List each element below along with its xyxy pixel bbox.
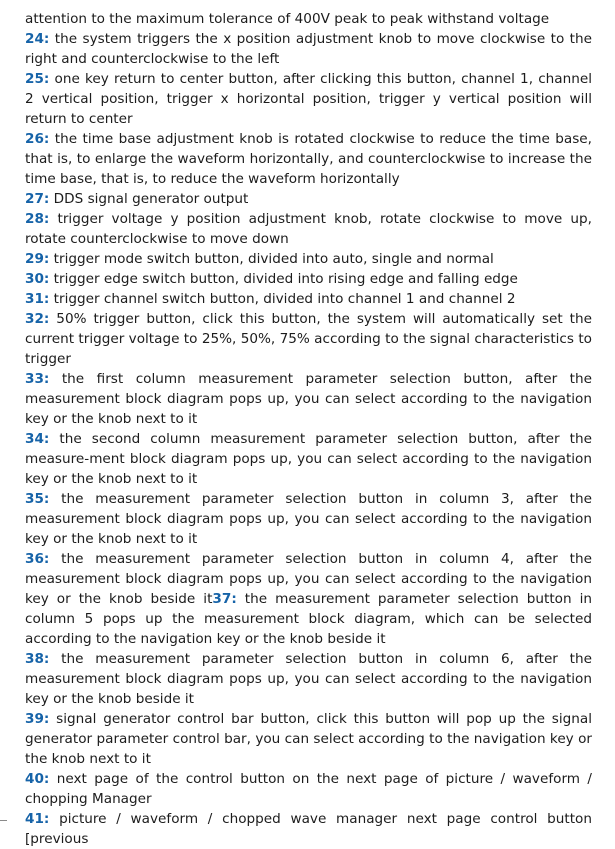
page-edge-mark bbox=[0, 820, 7, 821]
item-25 bbox=[25, 69, 592, 129]
item-text: the system triggers the x position adjustment knob to move clockwise to the right and counterclockwise to the left bbox=[25, 31, 592, 67]
item-text-37: the measurement parameter selection button in column 5 pops up the measurement block diagram, which can be selected according to the navigation key or the knob beside it bbox=[25, 591, 593, 647]
item-36 bbox=[25, 549, 592, 649]
item-number: 28: bbox=[25, 211, 50, 227]
item-number: 26: bbox=[25, 131, 50, 147]
item-29 bbox=[25, 249, 592, 269]
paragraph-text: attention to the maximum tolerance of 400V peak to peak withstand voltage bbox=[25, 11, 550, 27]
item-text: the first column measurement parameter selection button, after the measurement block diagram pops up, you can select according to the navigation key or the knob next to it bbox=[25, 371, 592, 427]
item-number: 29: bbox=[25, 251, 50, 267]
item-number: 34: bbox=[25, 431, 50, 447]
item-number: 24: bbox=[25, 31, 50, 47]
item-number: 31: bbox=[25, 291, 50, 307]
item-text: 50% trigger button, click this button, the system will automatically set the current trigger voltage to 25%, 50%, 75% according to the signal characteristics to trigger bbox=[25, 311, 592, 367]
item-number: 41: bbox=[25, 811, 50, 827]
item-text: one key return to center button, after clicking this button, channel 1, channel 2 vertical position, trigger x horizontal position, trigger y vertical position will return to center bbox=[25, 71, 592, 127]
item-number: 38: bbox=[25, 651, 50, 667]
item-32 bbox=[25, 309, 592, 369]
item-number: 25: bbox=[25, 71, 50, 87]
item-number: 36: bbox=[25, 551, 50, 567]
item-number-37: 37: bbox=[212, 591, 237, 607]
item-number: 40: bbox=[25, 771, 50, 787]
item-27 bbox=[25, 189, 592, 209]
item-35 bbox=[25, 489, 592, 549]
item-text: the second column measurement parameter selection button, after the measure-ment block diagram pops up, you can select according to the navigation key or the knob next to it bbox=[25, 431, 592, 487]
item-39 bbox=[25, 709, 592, 769]
item-number: 32: bbox=[25, 311, 50, 327]
item-number: 35: bbox=[25, 491, 50, 507]
item-38 bbox=[25, 649, 592, 709]
item-text: signal generator control bar button, click this button will pop up the signal generator parameter control bar, you can select according to the navigation key or the knob next to it bbox=[25, 711, 592, 767]
item-number: 30: bbox=[25, 271, 50, 287]
item-text: picture / waveform / chopped wave manager next page control button [previous bbox=[25, 811, 592, 847]
paragraph-continuation bbox=[25, 9, 592, 29]
item-text: trigger mode switch button, divided into auto, single and normal bbox=[49, 251, 494, 267]
item-number: 27: bbox=[25, 191, 50, 207]
item-40 bbox=[25, 769, 592, 809]
item-text: trigger voltage y position adjustment knob, rotate clockwise to move up, rotate counterclockwise to move down bbox=[25, 211, 592, 247]
item-text: the measurement parameter selection button in column 3, after the measurement block diagram pops up, you can select according to the navigation key or the knob next to it bbox=[25, 491, 592, 547]
item-text: next page of the control button on the next page of picture / waveform / chopping Manager bbox=[25, 771, 592, 807]
item-24 bbox=[25, 29, 592, 69]
item-28 bbox=[25, 209, 592, 249]
item-33 bbox=[25, 369, 592, 429]
item-34 bbox=[25, 429, 592, 489]
item-text: trigger channel switch button, divided into channel 1 and channel 2 bbox=[49, 291, 516, 307]
item-text: the time base adjustment knob is rotated clockwise to reduce the time base, that is, to enlarge the waveform horizontally, and counterclockwise to increase the time base, that is, to reduce the waveform horizontally bbox=[25, 131, 592, 187]
item-number: 33: bbox=[25, 371, 50, 387]
item-text: DDS signal generator output bbox=[49, 191, 249, 207]
item-41 bbox=[25, 809, 592, 849]
item-text: the measurement parameter selection button in column 6, after the measurement block diagram pops up, you can select according to the navigation key or the knob beside it bbox=[25, 651, 592, 707]
item-30 bbox=[25, 269, 592, 289]
manual-page bbox=[25, 9, 592, 849]
item-text: trigger edge switch button, divided into rising edge and falling edge bbox=[49, 271, 518, 287]
item-text: the measurement parameter selection button in column 4, after the measurement block diagram pops up, you can select according to the navigation key or the knob beside it bbox=[25, 551, 592, 607]
item-31 bbox=[25, 289, 592, 309]
item-26 bbox=[25, 129, 592, 189]
item-number: 39: bbox=[25, 711, 50, 727]
